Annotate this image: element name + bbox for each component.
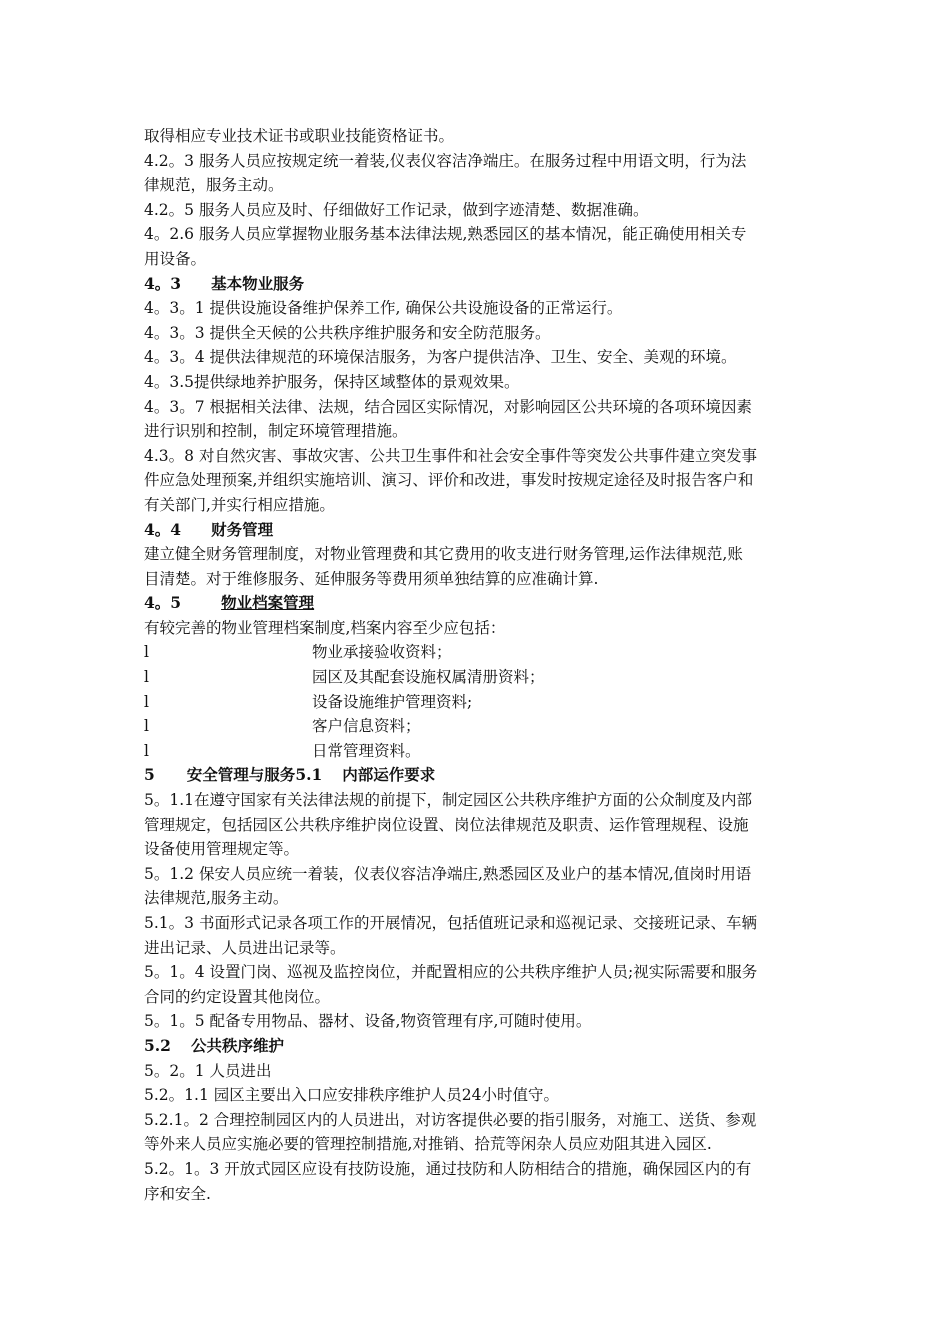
text-line: 4。3。3 提供全天候的公共秩序维护服务和安全防范服务。 (144, 323, 551, 342)
bullet-marker: l (144, 692, 149, 711)
text-line: 律规范，服务主动。 (144, 176, 284, 195)
text-line: 4。2.6 服务人员应掌握物业服务基本法律法规,熟悉园区的基本情况，能正确使用相关专 (144, 225, 747, 244)
section-heading-4-3 (144, 272, 810, 297)
bullet-marker: l (144, 668, 149, 687)
list-item-text: 日常管理资料。 (312, 741, 421, 760)
section-title: 财务管理 (211, 519, 274, 539)
section-heading-4-5 (144, 591, 810, 616)
section-title: 基本物业服务 (211, 273, 305, 293)
bullet-marker: l (144, 643, 149, 662)
text-line: 取得相应专业技术证书或职业技能资格证书。 (144, 127, 455, 145)
section-number: 5.2 (144, 1035, 171, 1055)
text-line: 建立健全财务管理制度，对物业管理费和其它费用的收支进行财务管理,运作法律规范,账 (144, 545, 743, 564)
text-line: 4.3。8 对自然灾害、事故灾害、公共卫生事件和社会安全事件等突发公共事件建立突发事 (144, 446, 757, 465)
text-line: 4。3。1 提供设施设备维护保养工作, 确保公共设施设备的正常运行。 (144, 299, 623, 318)
text-line: 有较完善的物业管理档案制度,档案内容至少应包括： (144, 618, 506, 637)
list-item (144, 665, 810, 690)
text-line: 5。1。5 配备专用物品、器材、设备,物资管理有序,可随时使用。 (144, 1012, 592, 1031)
list-item-text: 物业承接验收资料； (312, 643, 452, 662)
text-line: 5.1。3 书面形式记录各项工作的开展情况，包括值班记录和巡视记录、交接班记录、车辆 (144, 914, 757, 932)
text-line: 序和安全. (144, 1184, 211, 1203)
text-line: 5.2。1。3 开放式园区应设有技防设施，通过技防和人防相结合的措施，确保园区内的有 (144, 1159, 752, 1178)
subsection-title: 内部运作要求 (342, 765, 436, 785)
text-line: 用设备。 (144, 249, 207, 268)
text-line: 4。3.5提供绿地养护服务，保持区域整体的景观效果。 (144, 372, 520, 391)
text-line: 4。3。7 根据相关法律、法规，结合园区实际情况，对影响园区公共环境的各项环境因素 (144, 397, 753, 416)
list-item-text: 客户信息资料； (312, 717, 421, 736)
text-line: 有关部门,并实行相应措施。 (144, 495, 335, 514)
text-line: 进出记录、人员进出记录等。 (144, 938, 346, 957)
list-item-text: 设备设施维护管理资料; (312, 692, 473, 711)
text-line: 合同的约定设置其他岗位。 (144, 987, 331, 1006)
section-title: 物业档案管理 (221, 593, 315, 613)
bullet-marker: l (144, 741, 149, 760)
text-line: 4.2。3 服务人员应按规定统一着装,仪表仪容洁净端庄。在服务过程中用语文明，行为法 (144, 151, 747, 170)
text-line: 设备使用管理规定等。 (144, 840, 300, 859)
subsection-number: 5.1 (295, 765, 323, 785)
text-line: 5。1.2 保安人员应统一着装，仪表仪容洁净端庄,熟悉园区及业户的基本情况,值岗时用语 (144, 864, 752, 883)
section-heading-4-4 (144, 518, 810, 543)
text-line: 管理规定，包括园区公共秩序维护岗位设置、岗位法律规范及职责、运作管理规程、设施 (144, 815, 749, 834)
list-item-text: 园区及其配套设施权属清册资料； (312, 668, 545, 687)
section-number: 4。5 (144, 593, 182, 613)
section-heading-5-2 (144, 1034, 810, 1059)
text-line: 进行识别和控制，制定环境管理措施。 (144, 422, 408, 441)
text-line: 4.2。5 服务人员应及时、仔细做好工作记录，做到字迹清楚、数据准确。 (144, 200, 649, 219)
list-item (144, 739, 810, 764)
text-line: 5。1.1在遵守国家有关法律法规的前提下，制定园区公共秩序维护方面的公众制度及内部 (144, 791, 753, 810)
text-line: 5.2.1。2 合理控制园区内的人员进出，对访客提供必要的指引服务，对施工、送货、参观 (144, 1110, 757, 1129)
text-line: 5。1。4 设置门岗、巡视及监控岗位，并配置相应的公共秩序维护人员;视实际需要和服务 (144, 963, 758, 982)
section-title: 安全管理与服务 (186, 765, 296, 785)
text-line: 等外来人员应实施必要的管理控制措施,对推销、拾荒等闲杂人员应劝阻其进入园区. (144, 1135, 712, 1154)
section-number: 4。3 (144, 273, 182, 293)
list-item (144, 640, 810, 665)
document-page (144, 124, 810, 1206)
text-line: 法律规范,服务主动。 (144, 889, 289, 908)
text-line: 目清楚。对于维修服务、延伸服务等费用须单独结算的应准确计算. (144, 569, 599, 588)
bullet-marker: l (144, 717, 149, 736)
list-item (144, 690, 810, 715)
list-item (144, 714, 810, 739)
text-line: 5.2。1.1 园区主要出入口应安排秩序维护人员24小时值守。 (144, 1086, 559, 1105)
text-line: 件应急处理预案,并组织实施培训、演习、评价和改进，事发时按规定途径及时报告客户和 (144, 471, 754, 490)
text-line: 4。3。4 提供法律规范的环境保洁服务，为客户提供洁净、卫生、安全、美观的环境。 (144, 348, 737, 367)
section-number: 5 (144, 765, 155, 785)
section-number: 4。4 (144, 519, 182, 539)
section-title: 公共秩序维护 (190, 1035, 284, 1055)
section-heading-5 (144, 763, 810, 788)
text-line: 5。2。1 人员进出 (144, 1061, 272, 1080)
